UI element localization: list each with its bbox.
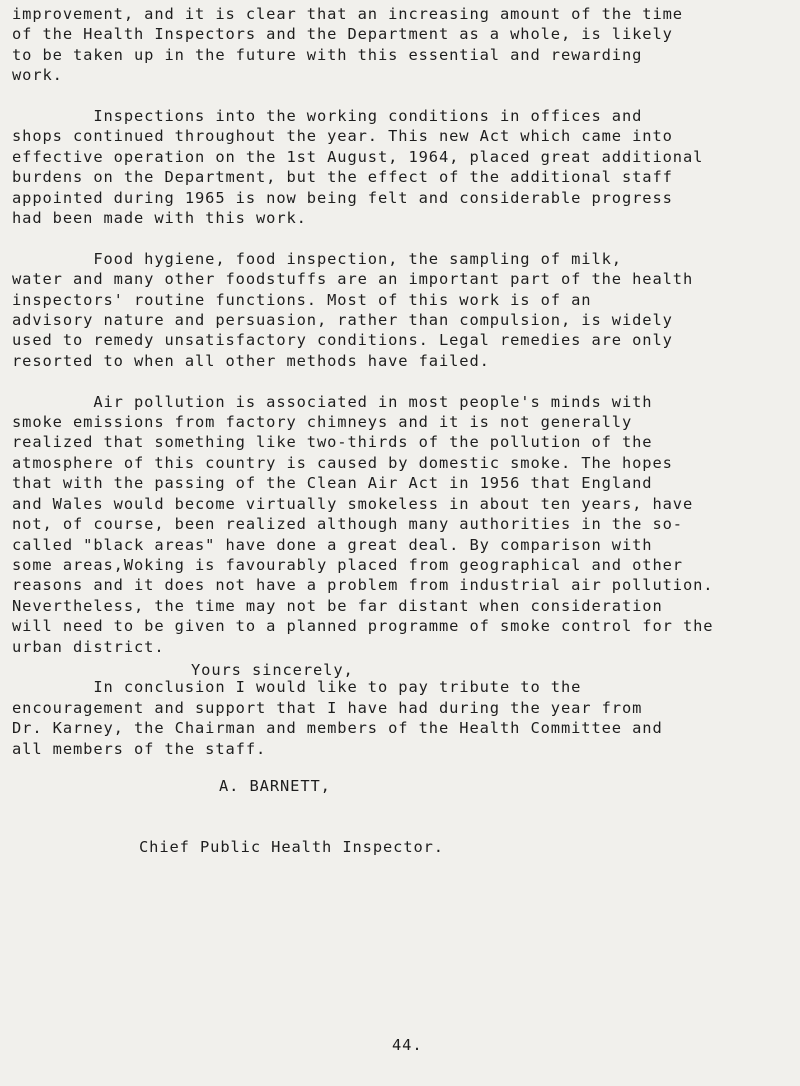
text-line: to be taken up in the future with this essential and rewarding — [12, 45, 643, 64]
text-line: called "black areas" have done a great deal. By comparison with — [12, 535, 653, 554]
text-line: burdens on the Department, but the effect of the additional staff — [12, 168, 673, 187]
paragraph-3 — [12, 249, 796, 371]
text-line: Food hygiene, food inspection, the sampling of milk, — [12, 249, 622, 268]
text-line: Dr. Karney, the Chairman and members of the Health Committee and — [12, 719, 663, 738]
text-line: Inspections into the working conditions in offices and — [12, 107, 643, 126]
text-line: work. — [12, 66, 63, 85]
text-line: encouragement and support that I have had during the year from — [12, 698, 643, 717]
text-line: will need to be given to a planned programme of smoke control for the — [12, 617, 714, 636]
text-line: water and many other foodstuffs are an important part of the health — [12, 270, 694, 289]
signatory-name: A. BARNETT, — [219, 776, 331, 795]
text-line: realized that something like two-thirds of the pollution of the — [12, 433, 653, 452]
signature-block — [139, 735, 444, 878]
paragraph-2 — [12, 106, 796, 228]
paragraph-1 — [12, 4, 796, 86]
text-line: reasons and it does not have a problem from industrial air pollution. — [12, 576, 714, 595]
text-line: some areas,Woking is favourably placed from geographical and other — [12, 555, 683, 574]
text-line: In conclusion I would like to pay tribute to the — [12, 678, 582, 697]
text-line: not, of course, been realized although many authorities in the so- — [12, 515, 683, 534]
text-line: used to remedy unsatisfactory conditions. Legal remedies are only — [12, 331, 673, 350]
text-line: had been made with this work. — [12, 209, 307, 228]
text-line: atmosphere of this country is caused by domestic smoke. The hopes — [12, 453, 673, 472]
paragraph-4 — [12, 392, 796, 657]
text-line: smoke emissions from factory chimneys and it is not generally — [12, 413, 633, 432]
text-line: and Wales would become virtually smokeless in about ten years, have — [12, 494, 694, 513]
text-line: Nevertheless, the time may not be far distant when consideration — [12, 596, 663, 615]
text-line: resorted to when all other methods have failed. — [12, 351, 490, 370]
text-line: all members of the staff. — [12, 739, 267, 758]
closing-salutation: Yours sincerely, — [191, 661, 354, 679]
signatory-title: Chief Public Health Inspector. — [139, 838, 444, 857]
text-line: appointed during 1965 is now being felt and considerable progress — [12, 188, 673, 207]
text-line: improvement, and it is clear that an increasing amount of the time — [12, 5, 683, 23]
text-line: effective operation on the 1st August, 1964, placed great additional — [12, 147, 704, 166]
text-line: of the Health Inspectors and the Department as a whole, is likely — [12, 25, 673, 44]
text-line: shops continued throughout the year. This new Act which came into — [12, 127, 673, 146]
document-body — [12, 4, 796, 779]
text-line: Air pollution is associated in most people's minds with — [12, 392, 653, 411]
text-line: advisory nature and persuasion, rather than compulsion, is widely — [12, 311, 673, 330]
text-line: urban district. — [12, 637, 165, 656]
text-line: that with the passing of the Clean Air Act in 1956 that England — [12, 474, 653, 493]
page-number: 44. — [392, 1036, 423, 1054]
text-line: inspectors' routine functions. Most of this work is of an — [12, 290, 592, 309]
